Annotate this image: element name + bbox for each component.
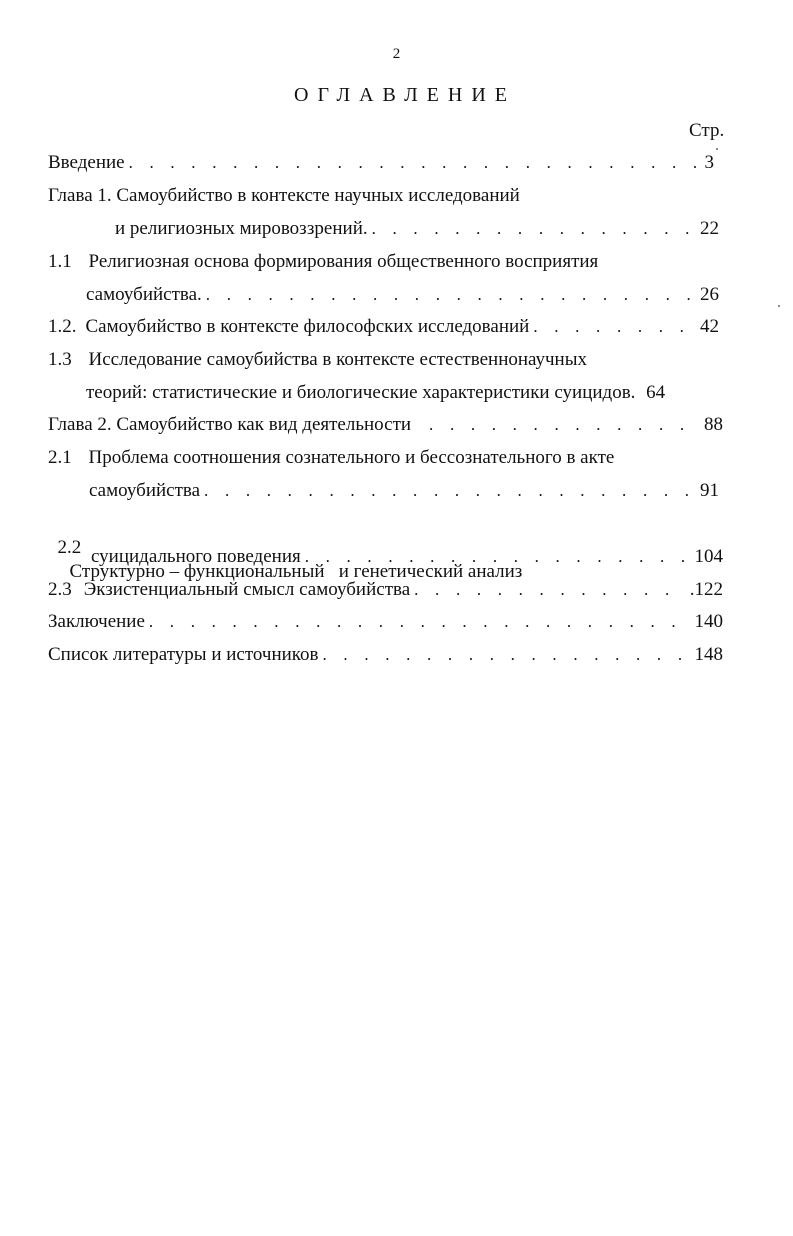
toc-page-number: 91 [700, 480, 719, 501]
dot-leader [129, 151, 701, 175]
pages-column-label: Стр. [689, 120, 725, 141]
scan-speck [716, 148, 718, 150]
toc-entry-text: суицидального поведения [91, 546, 301, 567]
toc-entry-text: Список литературы и источников [48, 644, 319, 665]
toc-entry-chapter-1-line1[interactable]: Глава 1. Самоубийство в контексте научных исследований [48, 185, 520, 206]
toc-entry-chapter-2[interactable] [48, 413, 723, 437]
toc-entry-1-1-line1[interactable] [48, 250, 598, 274]
toc-entry-text: теорий: статистические и биологические характеристики суицидов. [86, 382, 636, 403]
toc-entry-text: Религиозная основа формирования общественного восприятия [88, 251, 599, 272]
toc-entry-text: Экзистенциальный смысл самоубийства [83, 579, 411, 600]
toc-entry-text: Структурно – функциональный и генетический анализ [69, 561, 523, 582]
toc-entry-2-3[interactable] [48, 578, 723, 602]
toc-entry-text: самоубийства. [86, 284, 202, 305]
toc-entry-1-3-line1[interactable] [48, 348, 587, 372]
toc-page-number: 3 [704, 152, 714, 173]
toc-page-number: .122 [689, 579, 723, 600]
toc-page-number: 64 [646, 382, 666, 403]
toc-entry-intro[interactable] [48, 151, 714, 175]
dot-leader [414, 578, 686, 602]
toc-page-number: 26 [700, 284, 719, 305]
dot-leader [149, 610, 691, 634]
toc-entry-2-1[interactable] [89, 479, 719, 503]
toc-entry-2-1-line1[interactable] [48, 446, 614, 470]
toc-page-number: 104 [694, 546, 723, 567]
toc-page-number: 88 [704, 414, 723, 435]
toc-entry-text: самоубийства [89, 480, 201, 501]
toc-entry-text: Самоубийство в контексте философских исследований [85, 316, 530, 337]
dot-leader [204, 479, 696, 503]
dot-leader [533, 315, 696, 339]
toc-entry-text: и религиозных мировоззрений. [115, 218, 368, 239]
toc-entry-chapter-1[interactable] [115, 217, 719, 241]
toc-page-number: 140 [694, 611, 723, 632]
section-number: 2.2 [57, 537, 82, 558]
section-number: 1.1 [48, 251, 72, 272]
page-number: 2 [392, 46, 401, 62]
section-number: 1.3 [48, 349, 72, 370]
dot-leader [323, 643, 691, 667]
toc-entry-text: Проблема соотношения сознательного и бессознательного в акте [88, 447, 615, 468]
dot-leader [206, 283, 696, 307]
toc-entry-2-2[interactable] [91, 545, 723, 569]
toc-entry-text: Исследование самоубийства в контексте естественнонаучных [88, 349, 587, 370]
toc-entry-1-3[interactable] [86, 381, 665, 405]
section-number: 2.3 [48, 579, 72, 600]
toc-entry-text: Введение [48, 152, 125, 173]
toc-entry-text: Заключение [48, 611, 145, 632]
toc-page-number: 42 [700, 316, 719, 337]
dot-leader [372, 217, 696, 241]
toc-page-number: 148 [694, 644, 723, 665]
toc-entry-1-2[interactable] [48, 315, 719, 339]
toc-page-number: 22 [700, 218, 719, 239]
scan-speck [778, 305, 780, 307]
toc-entry-1-1[interactable] [86, 283, 719, 307]
dot-leader [429, 413, 700, 437]
section-number: 1.2. [48, 316, 77, 337]
section-number: 2.1 [48, 447, 72, 468]
toc-entry-conclusion[interactable] [48, 610, 723, 634]
dot-leader [305, 545, 691, 569]
toc-entry-references[interactable] [48, 643, 723, 667]
toc-title: ОГЛАВЛЕНИЕ [294, 84, 516, 106]
toc-entry-text: Глава 2. Самоубийство как вид деятельности [48, 414, 412, 435]
